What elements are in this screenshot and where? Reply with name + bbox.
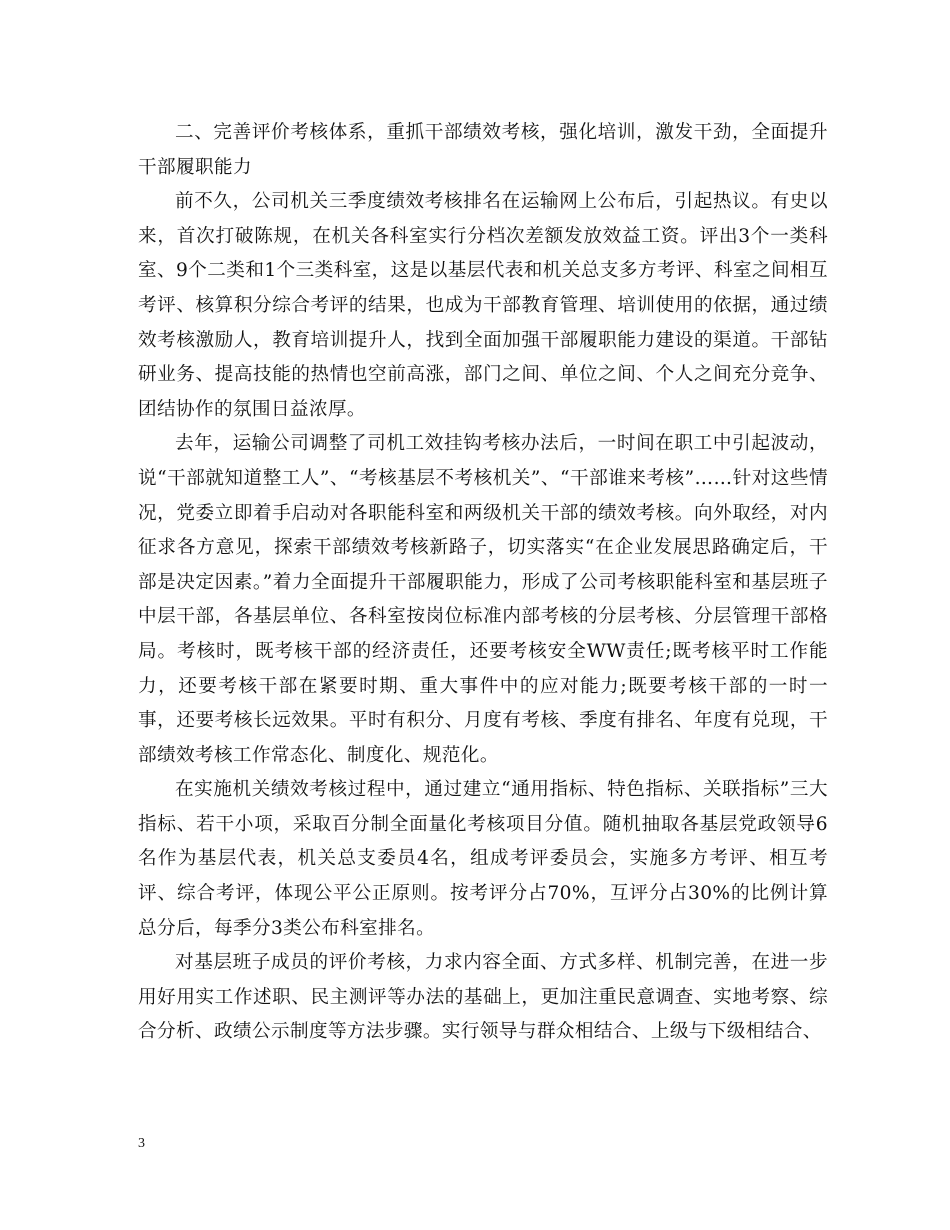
paragraph: 去年，运输公司调整了司机工效挂钩考核办法后，一时间在职工中引起波动，说“干部就知道整工人”、“考核基层不考核机关”、“干部谁来考核”……针对这些情况，党委立即着手启动对各职能科室和两级机关干部的绩效考核。向外取经，对内征求各方意见，探索干部绩效考核新路子，切实落实“在企业发展思路确定后，干部是决定因素。”着力全面提升干部履职能力，形成了公司考核职能科室和基层班子中层干部，各基层单位、各科室按岗位标准内部考核的分层考核、分层管理干部格局。考核时，既考核干部的经济责任，还要考核安全WW责任;既考核平时工作能力，还要考核干部在紧要时期、重大事件中的应对能力;既要考核干部的一时一事，还要考核长远效果。平时有积分、月度有考核、季度有排名、年度有兑现，干部绩效考核工作常态化、制度化、规范化。 bbox=[138, 433, 828, 766]
paragraph: 前不久，公司机关三季度绩效考核排名在运输网上公布后，引起热议。有史以来，首次打破陈规，在机关各科室实行分档次差额发放效益工资。评出3个一类科室、9个二类和1个三类科室，这是以基层代表和机关总支多方考评、科室之间相互考评、核算积分综合考评的结果，也成为干部教育管理、培训使用的依据，通过绩效考核激励人，教育培训提升人，找到全面加强干部履职能力建设的渠道。干部钻研业务、提高技能的热情也空前高涨，部门之间、单位之间、个人之间充分竞争、团结协作的氛围日益浓厚。 bbox=[138, 191, 828, 420]
document-body bbox=[138, 116, 828, 1050]
page-number: 3 bbox=[138, 1136, 145, 1151]
paragraph: 对基层班子成员的评价考核，力求内容全面、方式多样、机制完善，在进一步用好用实工作述职、民主测评等办法的基础上，更加注重民意调查、实地考察、综合分析、政绩公示制度等方法步骤。实行领导与群众相结合、上级与下级相结合、 bbox=[138, 952, 828, 1043]
paragraph: 在实施机关绩效考核过程中，通过建立“通用指标、特色指标、关联指标”三大指标、若干小项，采取百分制全面量化考核项目分值。随机抽取各基层党政领导6名作为基层代表，机关总支委员4名，组成考评委员会，实施多方考评、相互考评、综合考评，体现公平公正原则。按考评分占70%，互评分占30%的比例计算总分后，每季分3类公布科室排名。 bbox=[138, 779, 828, 939]
section-heading: 二、完善评价考核体系，重抓干部绩效考核，强化培训，激发干劲，全面提升干部履职能力 bbox=[138, 122, 828, 178]
